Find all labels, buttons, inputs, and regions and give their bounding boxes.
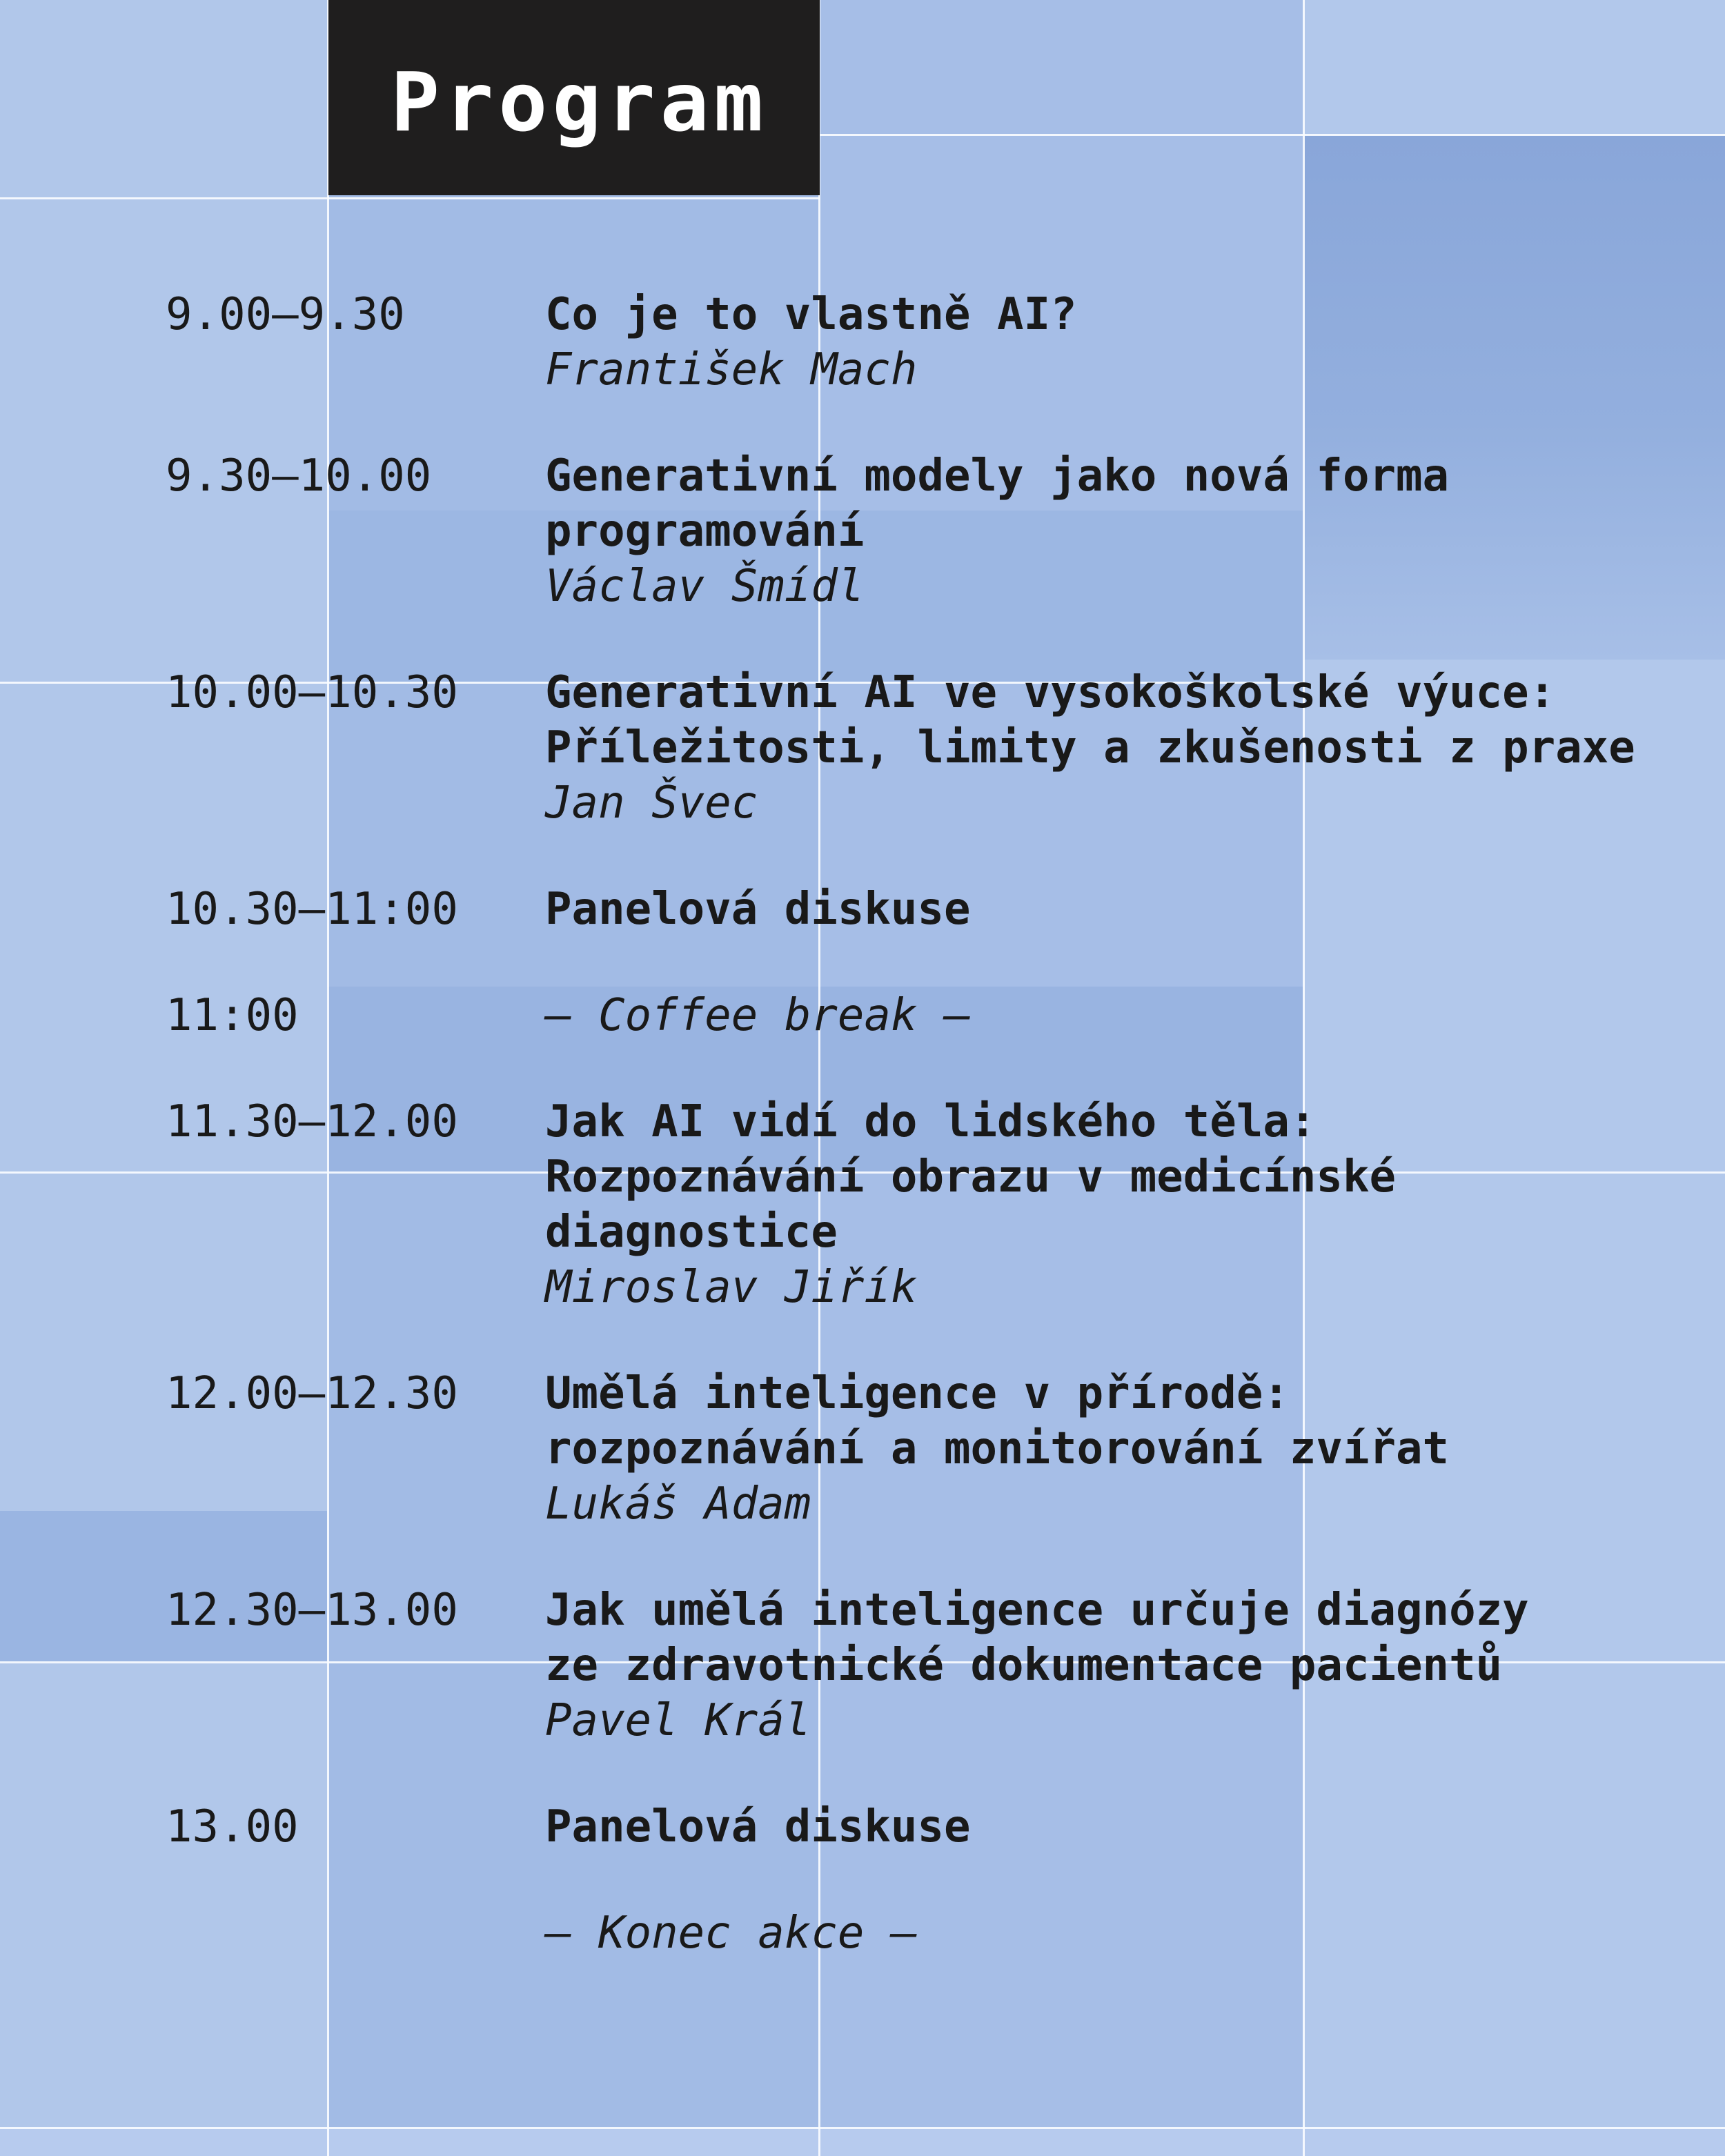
entry-time: 12.00–12.30 <box>166 1368 458 1419</box>
entry-title-line: Jak AI vidí do lidského těla: <box>545 1096 1317 1147</box>
schedule-entry <box>166 1366 1615 1532</box>
entry-title-line: Rozpoznávání obrazu v medicínské <box>545 1151 1396 1203</box>
entry-content <box>545 287 1077 397</box>
entry-note: – Coffee break – <box>545 990 971 1041</box>
entry-content <box>545 665 1635 831</box>
entry-time: 12.30–13.00 <box>166 1585 458 1636</box>
entry-content <box>545 882 971 937</box>
entry-time: 11:00 <box>166 990 299 1041</box>
schedule-entry <box>166 448 1615 614</box>
entry-speaker: Miroslav Jiřík <box>545 1262 918 1313</box>
schedule-entry <box>166 1799 1615 1855</box>
schedule-entry <box>166 882 1615 937</box>
entry-title-line: rozpoznávání a monitorování zvířat <box>545 1423 1450 1474</box>
entry-content <box>545 1906 917 1961</box>
header-box <box>328 0 820 195</box>
entry-title-line: Příležitosti, limity a zkušenosti z praxe <box>545 722 1635 773</box>
schedule-list <box>166 287 1635 1961</box>
schedule-entry <box>166 988 1615 1043</box>
entry-title-line: diagnostice <box>545 1207 838 1258</box>
entry-time: 9.30–10.00 <box>166 451 432 502</box>
entry-title-line: Jak umělá inteligence určuje diagnózy <box>545 1585 1529 1636</box>
entry-time: 11.30–12.00 <box>166 1096 458 1147</box>
entry-speaker: Václav Šmídl <box>545 561 865 612</box>
schedule-entry <box>166 287 1615 397</box>
bg-panel-bottom <box>0 2129 1725 2156</box>
entry-note: – Konec akce – <box>545 1908 918 1959</box>
entry-title-line: Generativní AI ve vysokoškolské výuce: <box>545 667 1556 718</box>
entry-title-line: programování <box>545 506 865 557</box>
schedule-entry <box>166 1094 1615 1315</box>
entry-title-line: ze zdravotnické dokumentace pacientů <box>545 1640 1503 1691</box>
entry-speaker: Lukáš Adam <box>545 1478 811 1530</box>
entry-content <box>545 988 971 1043</box>
grid-seam-horizontal-6 <box>0 2127 1725 2129</box>
entry-time: 9.00–9.30 <box>166 289 405 340</box>
entry-content <box>545 1094 1396 1315</box>
entry-time: 10.00–10.30 <box>166 667 458 718</box>
entry-title-line: Generativní modely jako nová forma <box>545 451 1450 502</box>
schedule-entry <box>166 1583 1615 1748</box>
grid-seam-horizontal-2 <box>0 197 820 199</box>
schedule-entry <box>166 1906 1615 1961</box>
entry-time: 10.30–11:00 <box>166 884 458 935</box>
entry-content <box>545 1583 1529 1748</box>
grid-seam-horizontal-1 <box>820 134 1725 136</box>
entry-speaker: Pavel Král <box>545 1695 811 1746</box>
entry-content <box>545 448 1449 614</box>
entry-time: 13.00 <box>166 1801 299 1852</box>
schedule-entry <box>166 665 1635 831</box>
entry-title-line: Panelová diskuse <box>545 1801 971 1852</box>
entry-content <box>545 1799 971 1855</box>
page-title: Program <box>391 54 768 150</box>
entry-title-line: Panelová diskuse <box>545 884 971 935</box>
entry-title-line: Co je to vlastně AI? <box>545 289 1077 340</box>
entry-speaker: Jan Švec <box>545 778 758 829</box>
entry-title-line: Umělá inteligence v přírodě: <box>545 1368 1290 1419</box>
entry-content <box>545 1366 1449 1532</box>
entry-speaker: František Mach <box>545 344 918 395</box>
